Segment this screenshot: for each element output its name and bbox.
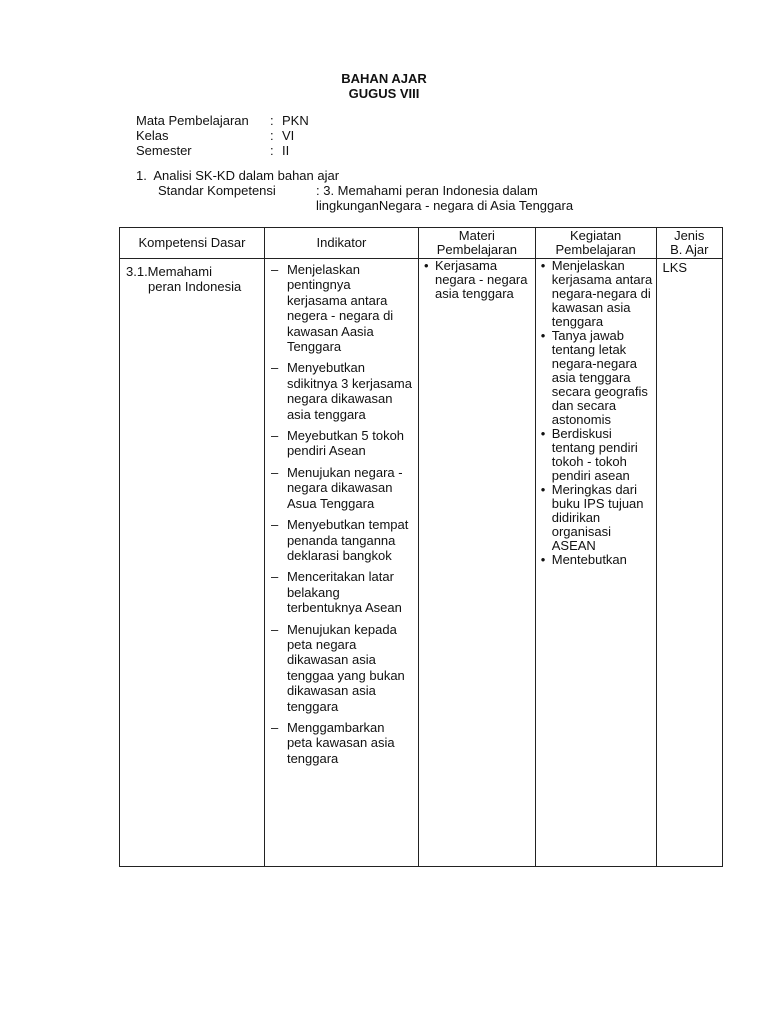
meta-value: PKN: [282, 113, 309, 128]
indikator-item: – Menggambarkan peta kawasan asia tenggara: [269, 720, 412, 766]
sk-value-line1: : 3. Memahami peran Indonesia dalam: [316, 183, 538, 198]
indikator-item: – Menjelaskan pentingnya kerjasama antara negera - negara di kawasan Aasia Tenggara: [269, 262, 412, 354]
sk-kd-table: [119, 227, 723, 867]
meta-row: [136, 113, 309, 128]
header-jenis-line2: B. Ajar: [670, 242, 709, 257]
document-subtitle: GUGUS VIII: [348, 86, 420, 101]
indikator-item: – Menceritakan latar belakang terbentuknya Asean: [269, 569, 412, 615]
meta-value: VI: [282, 128, 295, 143]
indikator-list: [265, 259, 418, 776]
header-materi-line1: Materi: [458, 228, 495, 243]
meta-block: [136, 113, 309, 158]
header-kompetensi-dasar: Kompetensi Dasar: [120, 228, 265, 259]
indikator-item: – Menyebutkan tempat penanda tanganna deklarasi bangkok: [269, 517, 412, 563]
header-jenis: [656, 228, 722, 259]
kegiatan-item: • Menjelaskan kerjasama antara negara-negara di kawasan asia tenggara: [540, 259, 654, 329]
meta-key: Mata Pembelajaran: [136, 113, 249, 128]
meta-key: Semester: [136, 143, 192, 158]
kegiatan-item: • Tanya jawab tentang letak negara-negara asia tenggara secara geografis dan secara astonomis: [540, 329, 654, 427]
meta-row: [136, 143, 309, 158]
header-jenis-line1: Jenis: [674, 228, 705, 243]
header-indikator: Indikator: [264, 228, 418, 259]
jenis-cell: [656, 259, 722, 867]
materi-list: [419, 259, 535, 301]
meta-colon: :: [270, 143, 274, 158]
sk-value-line2: lingkunganNegara - negara di Asia Tenggara: [316, 198, 574, 213]
kegiatan-item: • Meringkas dari buku IPS tujuan didirikan organisasi ASEAN: [540, 483, 654, 553]
header-materi: [418, 228, 535, 259]
materi-item: • Kerjasama negara - negara asia tenggara: [423, 259, 533, 301]
indikator-item: – Menujukan negara - negara dikawasan Asua Tenggara: [269, 465, 412, 511]
header-kegiatan: [535, 228, 656, 259]
kd-line1: 3.1.Memahami: [126, 264, 212, 279]
meta-row: [136, 128, 309, 143]
materi-cell: [418, 259, 535, 867]
header-kegiatan-line1: Kegiatan: [569, 228, 622, 243]
table-header-row: [120, 228, 723, 259]
meta-colon: :: [270, 113, 274, 128]
indikator-item: – Menujukan kepada peta negara dikawasan asia tenggaa yang bukan dikawasan asia tenggara: [269, 622, 412, 714]
sk-label: Standar Kompetensi: [158, 183, 276, 198]
kd-line2: peran Indonesia: [148, 279, 242, 295]
jenis-value: LKS: [662, 260, 688, 275]
meta-key: Kelas: [136, 128, 169, 143]
kegiatan-item: • Mentebutkan: [540, 553, 654, 567]
header-kegiatan-line2: Pembelajaran: [555, 242, 636, 257]
table-row: [120, 259, 723, 867]
kegiatan-item: • Berdiskusi tentang pendiri tokoh - tokoh pendiri asean: [540, 427, 654, 483]
indikator-item: – Meyebutkan 5 tokoh pendiri Asean: [269, 428, 412, 459]
document-title: BAHAN AJAR: [341, 71, 427, 86]
meta-value: II: [282, 143, 290, 158]
indikator-item: – Menyebutkan sdikitnya 3 kerjasama negara dikawasan asia tenggara: [269, 360, 412, 422]
meta-colon: :: [270, 128, 274, 143]
kompetensi-dasar-cell: [120, 259, 265, 867]
kegiatan-cell: [535, 259, 656, 867]
header-materi-line2: Pembelajaran: [436, 242, 517, 257]
kegiatan-list: [536, 259, 656, 567]
indikator-cell: [264, 259, 418, 867]
section-heading: 1. Analisi SK-KD dalam bahan ajar: [136, 168, 340, 183]
